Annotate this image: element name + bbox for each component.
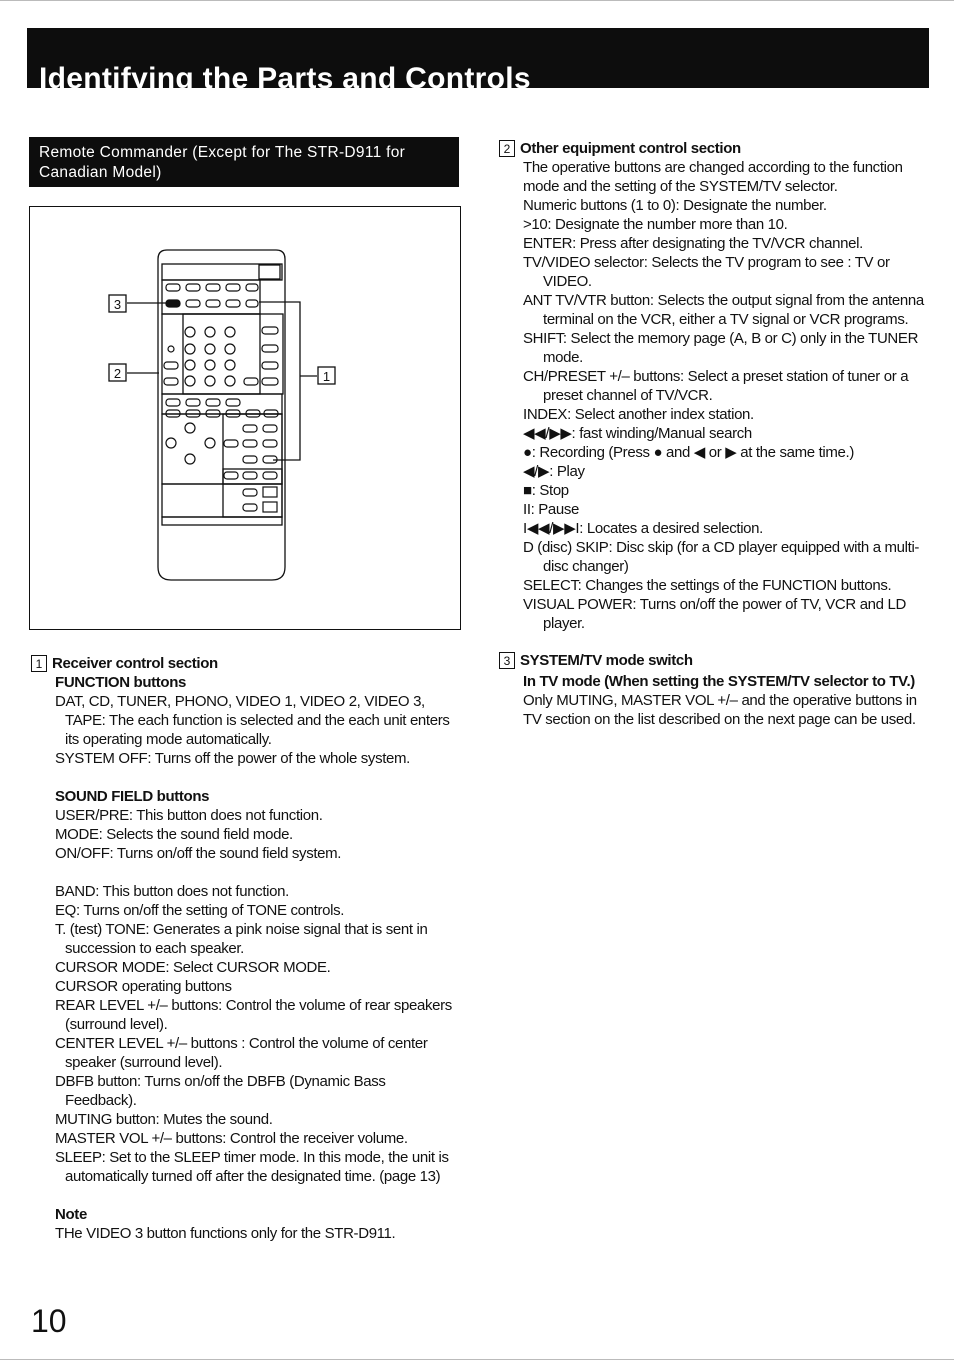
section-1-number: 1 [31,655,47,672]
equipment-item: D (disc) SKIP: Disc skip (for a CD player equipped with a multi-disc changer) [523,539,920,575]
equipment-item: SELECT: Changes the settings of the FUNCTION buttons. [523,577,892,594]
note-heading: Note [55,1206,87,1223]
equipment-item: ◀/▶: Play [523,463,585,480]
equipment-item: ■: Stop [523,482,569,499]
equipment-item: >10: Designate the number more than 10. [523,216,788,233]
equipment-item: ●: Recording (Press ● and ◀ or ▶ at the same time.) [523,444,854,461]
control-item: CENTER LEVEL +/– buttons : Control the volume of center speaker (surround level). [55,1035,428,1071]
equipment-item: ENTER: Press after designating the TV/VCR channel. [523,235,863,252]
sound-field-item: ON/OFF: Turns on/off the sound field system. [55,845,342,862]
section-1-title: Receiver control section [52,655,218,672]
function-item: SYSTEM OFF: Turns off the power of the whole system. [55,750,410,767]
control-item: MUTING button: Mutes the sound. [55,1111,273,1128]
callout-1-label: 1 [322,369,331,384]
section-3-heading [499,651,929,670]
bottom-rule [0,1359,954,1360]
equipment-item: TV/VIDEO selector: Selects the TV program to see : TV or VIDEO. [523,254,890,290]
section-3-title: SYSTEM/TV mode switch [520,652,693,669]
function-buttons-heading: FUNCTION buttons [55,674,187,691]
equipment-item: I◀◀/▶▶I: Locates a desired selection. [523,520,763,537]
section-3-text: Only MUTING, MASTER VOL +/– and the operative buttons in TV section on the list described on the next page can be used. [523,692,917,728]
equipment-item: ANT TV/VTR button: Selects the output signal from the antenna terminal on the VCR, either a TV signal or VCR programs. [523,292,924,328]
control-item: EQ: Turns on/off the setting of TONE controls. [55,902,345,919]
section-2-intro: The operative buttons are changed according to the function mode and the setting of the SYSTEM/TV selector. [523,159,903,195]
equipment-item: Numeric buttons (1 to 0): Designate the number. [523,197,827,214]
control-item: CURSOR operating buttons [55,978,232,995]
control-item: CURSOR MODE: Select CURSOR MODE. [55,959,331,976]
control-item: BAND: This button does not function. [55,883,289,900]
receiver-control-section [31,654,456,1243]
callout-2-label: 2 [113,366,122,381]
equipment-item: ◀◀/▶▶: fast winding/Manual search [523,425,752,442]
section-2-heading [499,139,929,158]
page-title-bar [27,28,929,95]
section-1-heading [31,654,456,673]
control-item: MASTER VOL +/– buttons: Control the receiver volume. [55,1130,408,1147]
section-3-subheading: In TV mode (When setting the SYSTEM/TV selector to TV.) [523,673,915,690]
equipment-item: II: Pause [523,501,580,518]
section-3-number: 3 [499,652,515,669]
control-item: T. (test) TONE: Generates a pink noise signal that is sent in succession to each speaker. [55,921,428,957]
section-2-number: 2 [499,140,515,157]
note-text: THe VIDEO 3 button functions only for the STR-D911. [55,1225,396,1242]
equipment-item: INDEX: Select another index station. [523,406,754,423]
sound-field-item: MODE: Selects the sound field mode. [55,826,293,843]
equipment-item: VISUAL POWER: Turns on/off the power of TV, VCR and LD player. [523,596,906,632]
remote-commander-figure [29,206,461,630]
sound-field-heading: SOUND FIELD buttons [55,788,210,805]
function-item: DAT, CD, TUNER, PHONO, VIDEO 1, VIDEO 2, VIDEO 3, TAPE: The each function is selected and the each unit enters its operating mode automatically. [55,693,450,748]
other-equipment-section [499,139,929,729]
remote-commander-illustration [30,207,462,631]
callout-3-label: 3 [113,297,122,312]
page-number: 10 [31,1303,67,1339]
control-item: DBFB button: Turns on/off the DBFB (Dynamic Bass Feedback). [55,1073,386,1109]
section-subtitle: Remote Commander (Except for The STR-D911 for Canadian Model) [29,137,459,187]
top-rule [0,0,954,1]
control-item: REAR LEVEL +/– buttons: Control the volume of rear speakers (surround level). [55,997,452,1033]
equipment-item: SHIFT: Select the memory page (A, B or C) only in the TUNER mode. [523,330,919,366]
section-2-title: Other equipment control section [520,140,741,157]
equipment-item: CH/PRESET +/– buttons: Select a preset station of tuner or a preset channel of TV/VCR. [523,368,909,404]
sound-field-item: USER/PRE: This button does not function. [55,807,323,824]
control-item: SLEEP: Set to the SLEEP timer mode. In this mode, the unit is automatically turned off after the designated time. (page 13) [55,1149,449,1185]
page-title: Identifying the Parts and Controls [39,62,531,95]
